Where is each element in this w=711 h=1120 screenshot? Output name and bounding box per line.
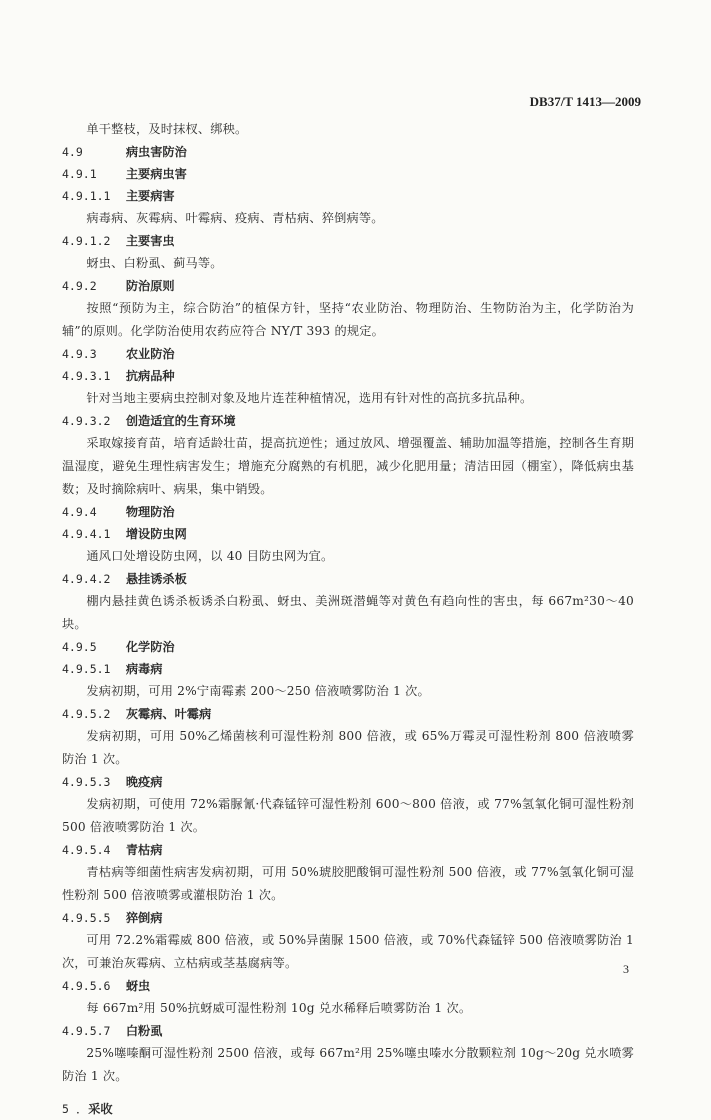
heading: 4.9.5.4 青枯病 [62, 843, 163, 857]
paragraph: 按照“预防为主，综合防治”的植保方针，坚持“农业防治、物理防治、生物防治为主，化学防治为辅”的原则。化学防治使用农药应符合 NY/T 393 的规定。 [62, 301, 634, 338]
heading: 4.9.1.1 主要病害 [62, 189, 175, 203]
paragraph: 针对当地主要病虫控制对象及地片连茬种植情况，选用有针对性的高抗多抗品种。 [86, 391, 533, 405]
heading: 4.9.5.1 病毒病 [62, 662, 163, 676]
document-body [62, 118, 642, 1120]
paragraph: 发病初期，可使用 72%霜脲氰·代森锰锌可湿性粉剂 600～800 倍液，或 77%氢氧化铜可湿性粉剂 500 倍液喷雾防治 1 次。 [62, 797, 634, 834]
paragraph: 病毒病、灰霉病、叶霉病、疫病、青枯病、猝倒病等。 [86, 211, 384, 225]
heading: 4.9.2 防治原则 [62, 279, 175, 293]
paragraph: 青枯病等细菌性病害发病初期，可用 50%琥胶肥酸铜可湿性粉剂 500 倍液，或 77%氢氧化铜可湿性粉剂 500 倍液喷雾或灌根防治 1 次。 [62, 865, 634, 902]
heading: 4.9.5.3 晚疫病 [62, 775, 163, 789]
paragraph: 发病初期，可用 2%宁南霉素 200～250 倍液喷雾防治 1 次。 [86, 684, 430, 698]
heading: 4.9.3.1 抗病品种 [62, 369, 175, 383]
paragraph: 可用 72.2%霜霉威 800 倍液，或 50%异菌脲 1500 倍液，或 70%代森锰锌 500 倍液喷雾防治 1 次，可兼治灰霉病、立枯病或茎基腐病等。 [62, 933, 634, 970]
paragraph: 25%噻嗪酮可湿性粉剂 2500 倍液，或每 667m²用 25%噻虫嗪水分散颗粒剂 10g～20g 兑水喷雾防治 1 次。 [62, 1046, 634, 1083]
paragraph: 每 667m²用 50%抗蚜威可湿性粉剂 10g 兑水稀释后喷雾防治 1 次。 [86, 1001, 472, 1015]
section-heading: 5 ．采收 [62, 1102, 113, 1116]
heading: 4.9.5.6 蚜虫 [62, 979, 151, 993]
paragraph: 蚜虫、白粉虱、蓟马等。 [86, 256, 223, 270]
document-code: DB37/T 1413—2009 [529, 94, 641, 109]
heading: 4.9.5.2 灰霉病、叶霉病 [62, 707, 212, 721]
heading: 4.9.3.2 创造适宜的生育环境 [62, 414, 236, 428]
heading: 4.9.1 主要病虫害 [62, 167, 187, 181]
heading: 4.9.3 农业防治 [62, 347, 175, 361]
heading: 4.9.4.1 增设防虫网 [62, 527, 187, 541]
paragraph: 单干整枝，及时抹杈、绑秧。 [86, 122, 248, 136]
heading: 4.9.5 化学防治 [62, 640, 175, 654]
heading: 4.9.4.2 悬挂诱杀板 [62, 572, 187, 586]
heading: 4.9.5.7 白粉虱 [62, 1024, 163, 1038]
heading: 4.9.1.2 主要害虫 [62, 234, 175, 248]
paragraph: 采取嫁接育苗，培育适龄壮苗，提高抗逆性；通过放风、增强覆盖、辅助加温等措施，控制各生育期温湿度，避免生理性病害发生；增施充分腐熟的有机肥，减少化肥用量；清洁田园（棚室），降低病虫基数；及时摘除病叶、病果，集中销毁。 [62, 436, 634, 496]
paragraph: 发病初期，可用 50%乙烯菌核利可湿性粉剂 800 倍液，或 65%万霉灵可湿性粉剂 800 倍液喷雾防治 1 次。 [62, 729, 634, 766]
heading: 4.9.5.5 猝倒病 [62, 911, 163, 925]
paragraph: 棚内悬挂黄色诱杀板诱杀白粉虱、蚜虫、美洲斑潜蝇等对黄色有趋向性的害虫，每 667m²30～40 块。 [62, 594, 634, 631]
paragraph: 通风口处增设防虫网，以 40 目防虫网为宜。 [86, 549, 334, 563]
heading: 4.9 病虫害防治 [62, 145, 187, 159]
page-number: 3 [623, 962, 629, 976]
heading: 4.9.4 物理防治 [62, 505, 175, 519]
